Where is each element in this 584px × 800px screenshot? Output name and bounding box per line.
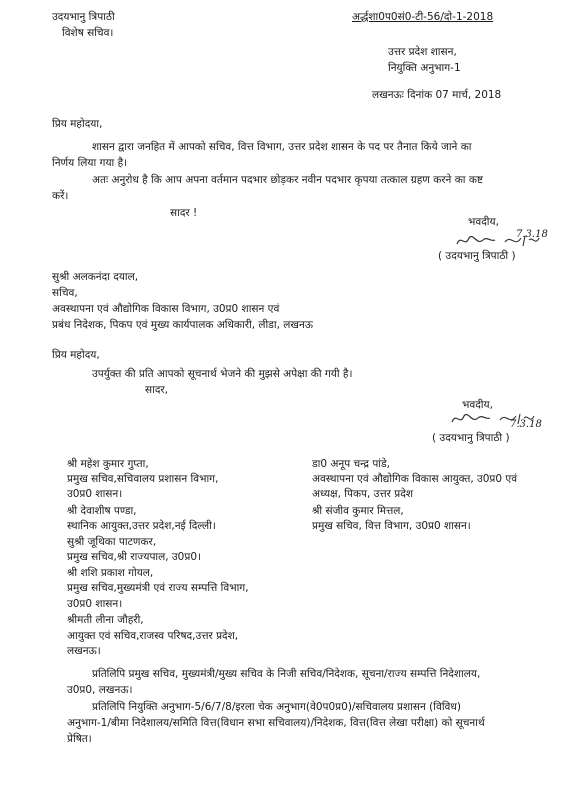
closing: भवदीय, xyxy=(468,216,499,228)
salutation: प्रिय महोदया, xyxy=(52,118,103,130)
recipient-left-line: प्रमुख सचिव,मुख्यमंत्री एवं राज्य सम्पत्ति विभाग, xyxy=(67,582,249,594)
recipient-left-line: श्री देवाशीष पण्डा, xyxy=(67,505,137,517)
paragraph-2-line-2: करें। xyxy=(52,190,69,202)
copy-2-line-2: अनुभाग-1/बीमा निदेशालय/समिति वित्त(विधान सभा सचिवालय)/निदेशक, वित्त(वित्त लेखा परीक्षा) को सूचनार्थ xyxy=(67,717,485,729)
second-signature-date: 7.3.18 xyxy=(510,419,542,430)
paragraph-1-line-2: निर्णय लिया गया है। xyxy=(52,157,128,169)
signature-date: 7.3.18 xyxy=(516,229,548,240)
addressee-designation: सचिव, xyxy=(52,287,78,299)
copy-2-line-3: प्रेषित। xyxy=(67,733,92,745)
recipient-left-line: उ0प्र0 शासन। xyxy=(67,598,123,610)
copy-2-line-1: प्रतिलिपि नियुक्ति अनुभाग-5/6/7/8/इरला चेक अनुभाग(वे0प0प्र0)/सचिवालय प्रशासन (विविध) xyxy=(92,701,461,713)
recipient-left-line: श्री शशि प्रकाश गोयल, xyxy=(67,567,154,579)
recipient-left-line: लखनऊ। xyxy=(67,645,101,657)
recipient-right-line: अध्यक्ष, पिकप, उत्तर प्रदेश xyxy=(312,488,413,500)
sender-title: विशेष सचिव। xyxy=(62,27,114,39)
sender-name: उदयभानु त्रिपाठी xyxy=(52,11,115,23)
reference-number: अर्द्धशा0प0सं0-टी-56/दो-1-2018 xyxy=(352,11,494,23)
recipient-left-line: प्रमुख सचिव,सचिवालय प्रशासन विभाग, xyxy=(67,473,219,485)
second-closing: भवदीय, xyxy=(462,399,493,411)
regards: सादर ! xyxy=(170,207,198,219)
place-date: लखनऊः दिनांक 07 मार्च, 2018 xyxy=(372,89,502,101)
addressee-additional-post: प्रबंध निदेशक, पिकप एवं मुख्य कार्यपालक अधिकारी, लीडा, लखनऊ xyxy=(52,319,314,331)
recipient-right-line: डा0 अनूप चन्द्र पांडे, xyxy=(312,458,390,470)
recipient-right-line: अवस्थापना एवं औद्योगिक विकास आयुक्त, उ0प्र0 एवं xyxy=(312,473,518,485)
recipient-left-line: उ0प्र0 शासन। xyxy=(67,488,123,500)
recipient-left-line: श्री महेश कुमार गुप्ता, xyxy=(67,458,149,470)
section-name: नियुक्ति अनुभाग-1 xyxy=(388,62,461,74)
recipient-left-line: प्रमुख सचिव,श्री राज्यपाल, उ0प्र0। xyxy=(67,551,201,563)
second-signatory-name: ( उदयभानु त्रिपाठी ) xyxy=(432,432,510,444)
recipient-left-line: स्थानिक आयुक्त,उत्तर प्रदेश,नई दिल्ली। xyxy=(67,520,216,532)
recipient-left-line: आयुक्त एवं सचिव,राजस्व परिषद,उत्तर प्रदेश, xyxy=(67,630,239,642)
second-body: उपर्युक्त की प्रति आपको सूचनार्थ भेजने की मुझसे अपेक्षा की गयी है। xyxy=(92,368,353,380)
paragraph-2-line-1: अतः अनुरोध है कि आप अपना वर्तमान पदभार छोड़कर नवीन पदभार कृपया तत्काल ग्रहण करने का कष्ट xyxy=(92,174,484,186)
copy-1-line-1: प्रतिलिपि प्रमुख सचिव, मुख्यमंत्री/मुख्य सचिव के निजी सचिव/निदेशक, सूचना/राज्य सम्पत्ति निदेशालय, xyxy=(92,668,481,680)
recipient-right-line: प्रमुख सचिव, वित्त विभाग, उ0प्र0 शासन। xyxy=(312,520,471,532)
copy-1-line-2: उ0प्र0, लखनऊ। xyxy=(67,684,133,696)
recipient-left-line: सुश्री जूथिका पाटणकर, xyxy=(67,536,157,548)
recipient-left-line: श्रीमती लीना जौहरी, xyxy=(67,614,144,626)
signatory-name: ( उदयभानु त्रिपाठी ) xyxy=(438,250,516,262)
paragraph-1-line-1: शासन द्वारा जनहित में आपको सचिव, वित्त विभाग, उत्तर प्रदेश शासन के पद पर तैनात किये जाने का xyxy=(92,141,472,153)
government-name: उत्तर प्रदेश शासन, xyxy=(388,46,457,58)
addressee-department: अवस्थापना एवं औद्योगिक विकास विभाग, उ0प्र0 शासन एवं xyxy=(52,303,280,315)
recipient-right-line: श्री संजीव कुमार मित्तल, xyxy=(312,505,404,517)
addressee-name: सुश्री अलकनंदा दयाल, xyxy=(52,271,139,283)
second-regards: सादर, xyxy=(145,384,169,396)
second-salutation: प्रिय महोदय, xyxy=(52,349,100,361)
